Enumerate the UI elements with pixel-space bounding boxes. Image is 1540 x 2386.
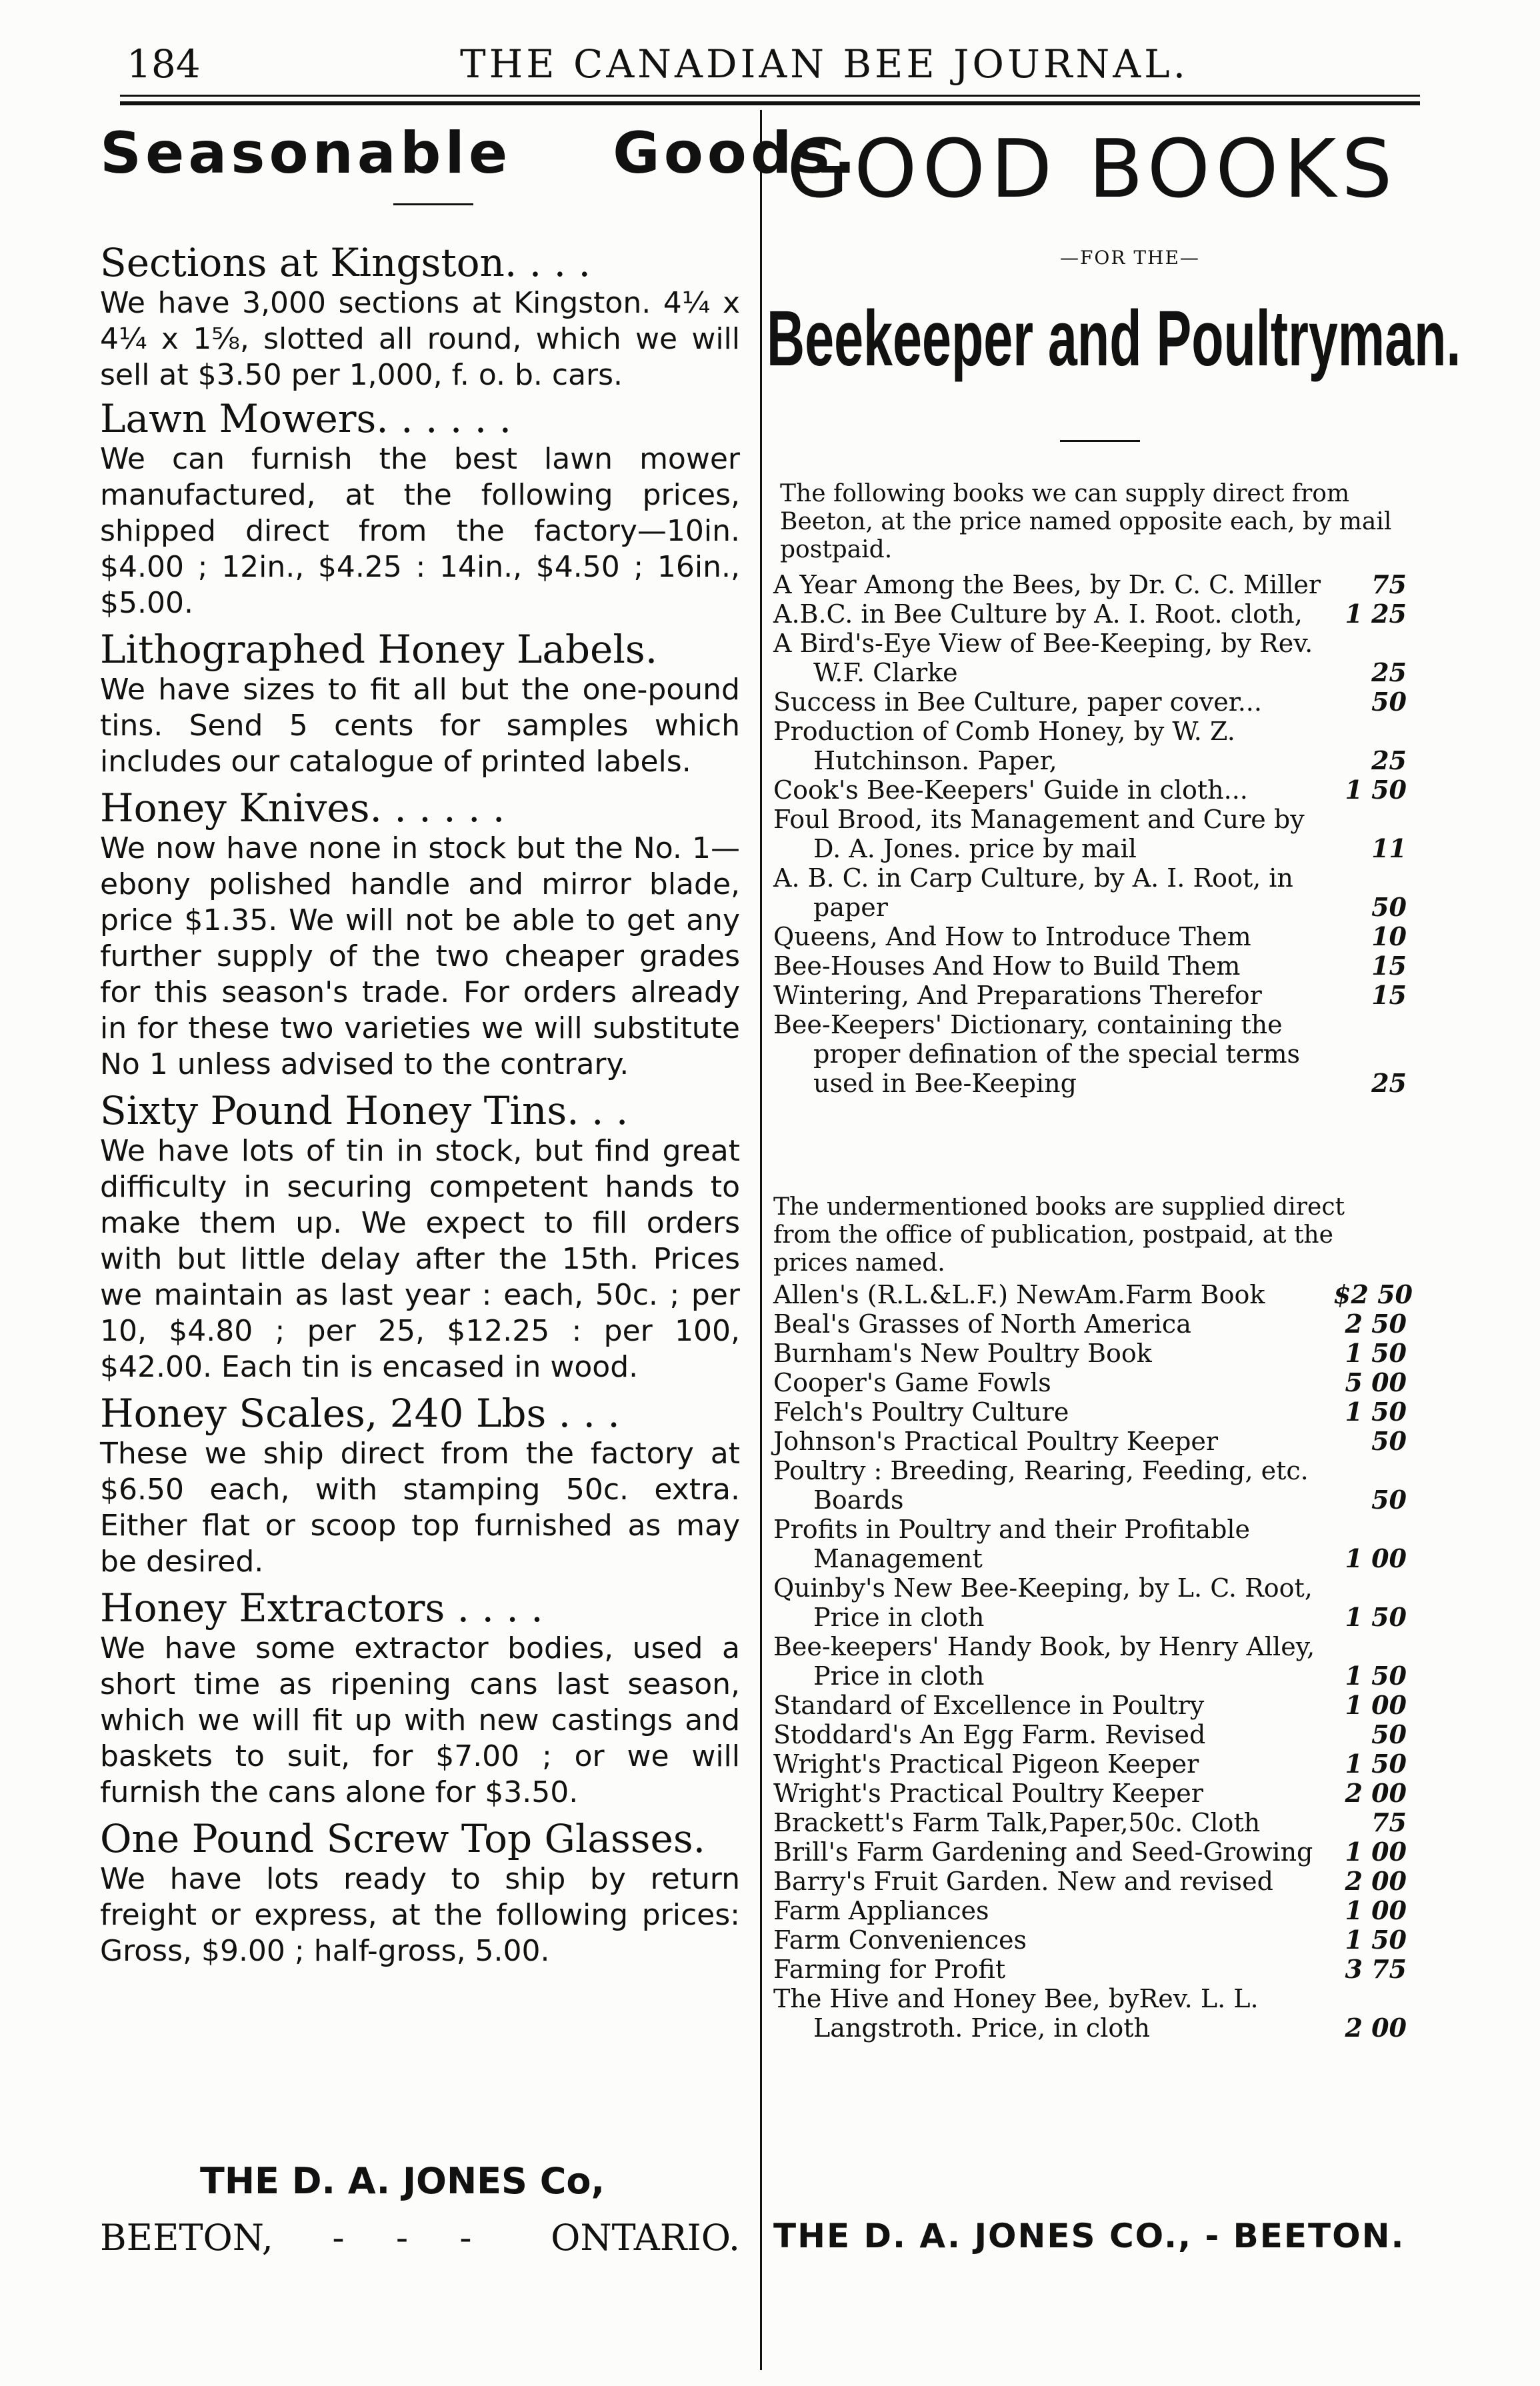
section-body: We have some extractor bodies, used a short time as ripening cans last season, which we will fit up with new castings and baskets to suit, for $7.00 ; or we will furnish the cans alone for $3.50. <box>100 1631 740 1809</box>
book-list-2 <box>773 1279 1413 2043</box>
book-price: $2 50 <box>1333 1279 1413 1309</box>
book-price: 2 00 <box>1345 2013 1407 2043</box>
section-title: Honey Knives. . . . . . <box>100 785 505 831</box>
book-price: 2 00 <box>1345 1866 1407 1896</box>
book-entry <box>773 1632 1407 1691</box>
book-title: A. B. C. in Carp Culture, by A. I. Root, in paper <box>773 863 1293 922</box>
intro-text: The following books we can supply direct from Beeton, at the price named opposite each, by mail postpaid. <box>780 480 1392 563</box>
book-price: 50 <box>1371 1719 1407 1749</box>
book-price: 2 00 <box>1345 1778 1407 1808</box>
book-title: Brill's Farm Gardening and Seed-Growing <box>773 1837 1313 1867</box>
book-title: Farm Appliances <box>773 1896 989 1925</box>
book-entry <box>773 922 1407 951</box>
book-entry <box>773 1456 1407 1515</box>
beekeeper-poultryman-heading: Beekeeper and Poultryman. <box>767 295 1461 383</box>
book-entry <box>773 1896 1407 1925</box>
book-title: Felch's Poultry Culture <box>773 1397 1069 1427</box>
book-price: 10 <box>1371 921 1407 951</box>
book-title: Beal's Grasses of North America <box>773 1309 1191 1339</box>
section <box>100 1088 740 1385</box>
section-body: We have sizes to fit all but the one-pound tins. Send 5 cents for samples which includes our catalogue of printed labels. <box>100 673 740 779</box>
section-body: We can furnish the best lawn mower manufactured, at the following prices, shipped direct from the factory—10in. $4.00 ; 12in., $4.25 : 14in., $4.50 ; 16in., $5.00. <box>100 442 740 620</box>
book-title: Foul Brood, its Management and Cure by D. A. Jones. price by mail <box>773 805 1305 863</box>
book-entry <box>773 1397 1407 1427</box>
book-title: Wintering, And Preparations Therefor <box>773 981 1262 1010</box>
book-entry <box>773 1867 1407 1896</box>
page-number: 184 <box>127 41 201 87</box>
book-price: 1 00 <box>1345 1895 1407 1925</box>
address-province: ONTARIO. <box>551 2217 740 2259</box>
book-title: Wright's Practical Poultry Keeper <box>773 1779 1203 1808</box>
book-title: Cooper's Game Fowls <box>773 1368 1051 1397</box>
book-entry <box>773 687 1407 717</box>
section <box>100 627 740 780</box>
book-price: 50 <box>1371 1485 1407 1515</box>
book-title: Bee-Keepers' Dictionary, containing the proper defination of the special terms used in Bee-Keeping <box>773 1010 1300 1098</box>
book-title: A Bird's-Eye View of Bee-Keeping, by Rev. W.F. Clarke <box>773 629 1313 687</box>
section-body: We have 3,000 sections at Kingston. 4¼ x 4¼ x 1⅝, slotted all round, which we will sell at $3.50 per 1,000, f. o. b. cars. <box>100 286 740 392</box>
book-entry <box>773 1573 1407 1632</box>
book-entry <box>773 1368 1407 1397</box>
left-sections <box>100 240 740 1969</box>
header-rule <box>120 95 1420 97</box>
section-title: Sixty Pound Honey Tins. . . <box>100 1088 629 1133</box>
section-title: Honey Scales, 240 Lbs . . . <box>100 1391 620 1436</box>
book-title: Burnham's New Poultry Book <box>773 1339 1152 1368</box>
book-list-1 <box>773 570 1407 1098</box>
book-title: Production of Comb Honey, by W. Z. Hutchinson. Paper, <box>773 717 1235 775</box>
book-entry <box>773 1749 1407 1779</box>
seasonable-goods-heading <box>100 120 860 187</box>
good-books-heading: GOOD BOOKS <box>787 123 1398 216</box>
book-price: 1 00 <box>1345 1543 1407 1573</box>
section-title: Lithographed Honey Labels. <box>100 627 658 672</box>
section <box>100 1585 740 1811</box>
book-price: 50 <box>1371 892 1407 922</box>
book-title: Profits in Poultry and their Profitable Management <box>773 1515 1251 1573</box>
book-price: 75 <box>1371 569 1407 599</box>
section-title: Lawn Mowers. . . . . . <box>100 396 512 441</box>
book-title: Bee-Houses And How to Build Them <box>773 951 1241 981</box>
book-price: 1 00 <box>1345 1690 1407 1720</box>
book-title: Cook's Bee-Keepers' Guide in cloth... <box>773 775 1248 805</box>
heading-word-2: Goods. <box>613 120 860 187</box>
book-title: Stoddard's An Egg Farm. Revised <box>773 1720 1206 1749</box>
section <box>100 240 740 393</box>
book-entry <box>773 981 1407 1010</box>
for-the-label: —FOR THE— <box>1060 247 1200 269</box>
heading-word-1: Seasonable <box>100 120 512 187</box>
book-price: 25 <box>1371 1068 1407 1098</box>
book-entry <box>773 1720 1407 1749</box>
book-entry <box>773 1427 1407 1456</box>
book-price: 1 00 <box>1345 1837 1407 1867</box>
book-title: Bee-keepers' Handy Book, by Henry Alley, Price in cloth <box>773 1632 1315 1691</box>
book-entry <box>773 1309 1407 1339</box>
book-price: 50 <box>1371 687 1407 717</box>
header-rule-thick <box>120 101 1420 105</box>
subheading-rule <box>1060 440 1140 442</box>
heading-underline <box>393 203 473 205</box>
book-title: Farming for Profit <box>773 1955 1006 1984</box>
book-title: Quinby's New Bee-Keeping, by L. C. Root, Price in cloth <box>773 1573 1313 1632</box>
publisher-signature: THE D. A. JONES Co, <box>200 2160 605 2202</box>
book-price: 15 <box>1371 951 1407 981</box>
book-price: 1 50 <box>1345 1925 1407 1955</box>
book-title: Allen's (R.L.&L.F.) NewAm.Farm Book <box>773 1280 1265 1309</box>
publisher-address <box>100 2217 740 2259</box>
section-body: These we ship direct from the factory at $6.50 each, with stamping 50c. extra. Either flat or scoop top furnished as may be desired. <box>100 1437 740 1579</box>
book-entry <box>773 599 1407 629</box>
book-price: 1 50 <box>1345 1397 1407 1427</box>
book-entry <box>773 805 1407 863</box>
column-divider <box>760 110 762 2370</box>
book-title: The Hive and Honey Bee, byRev. L. L. Langstroth. Price, in cloth <box>773 1984 1259 2043</box>
book-price: 50 <box>1371 1426 1407 1456</box>
book-entry <box>773 1010 1407 1098</box>
book-title: Johnson's Practical Poultry Keeper <box>773 1427 1219 1456</box>
book-entry <box>773 1279 1413 1309</box>
section-body: We have lots of tin in stock, but find great difficulty in securing competent hands to make them up. We expect to fill orders with but little delay after the 15th. Prices we maintain as last year : each, 50c. ; per 10, $4.80 ; per 25, $12.25 : per 100, $42.00. Each tin is encased in wood. <box>100 1134 740 1384</box>
book-price: 11 <box>1371 833 1407 863</box>
book-title: Poultry : Breeding, Rearing, Feeding, etc. Boards <box>773 1456 1309 1515</box>
book-entry <box>773 1837 1407 1867</box>
book-price: 1 50 <box>1345 1749 1407 1779</box>
book-entry <box>773 775 1407 805</box>
section-title: Honey Extractors . . . . <box>100 1585 543 1631</box>
book-entry <box>773 1955 1407 1984</box>
book-title: Success in Bee Culture, paper cover... <box>773 687 1262 717</box>
book-entry <box>773 1808 1407 1837</box>
book-entry <box>773 1925 1407 1955</box>
book-entry <box>773 629 1407 687</box>
book-price: 5 00 <box>1345 1367 1407 1397</box>
notice-text: The undermentioned books are supplied direct from the office of publication, postpaid, at the prices named. <box>773 1193 1345 1277</box>
journal-title: THE CANADIAN BEE JOURNAL. <box>460 41 1189 87</box>
section-title: One Pound Screw Top Glasses. <box>100 1816 706 1861</box>
section <box>100 1816 740 1969</box>
book-entry <box>773 863 1407 922</box>
book-entry <box>773 1779 1407 1808</box>
book-title: Queens, And How to Introduce Them <box>773 922 1251 951</box>
book-entry <box>773 1339 1407 1368</box>
book-title: Barry's Fruit Garden. New and revised <box>773 1867 1273 1896</box>
section <box>100 1391 740 1580</box>
book-entry <box>773 570 1407 599</box>
address-dashes: - - - <box>332 2217 492 2259</box>
book-price: 1 50 <box>1345 775 1407 805</box>
book-entry <box>773 1691 1407 1720</box>
book-title: Standard of Excellence in Poultry <box>773 1691 1205 1720</box>
section <box>100 396 740 621</box>
book-title: Brackett's Farm Talk,Paper,50c. Cloth <box>773 1808 1261 1837</box>
book-price: 25 <box>1371 657 1407 687</box>
book-price: 3 75 <box>1345 1954 1407 1984</box>
section-body: We now have none in stock but the No. 1—ebony polished handle and mirror blade, price $1.35. We will not be able to get any further supply of the two cheaper grades for this season's trade. For orders already in for these two varieties we will substitute No 1 unless advised to the contrary. <box>100 831 740 1081</box>
section-body: We have lots ready to ship by return freight or express, at the following prices: Gross, $9.00 ; half-gross, 5.00. <box>100 1862 740 1968</box>
book-entry <box>773 717 1407 775</box>
right-footer: THE D. A. JONES CO., - BEETON. <box>773 2217 1405 2255</box>
book-price: 25 <box>1371 745 1407 775</box>
book-price: 15 <box>1371 980 1407 1010</box>
section-title: Sections at Kingston. . . . <box>100 240 591 285</box>
book-entry <box>773 1515 1407 1573</box>
book-title: Farm Conveniences <box>773 1925 1027 1955</box>
book-price: 1 50 <box>1345 1602 1407 1632</box>
book-entry <box>773 951 1407 981</box>
book-price: 75 <box>1371 1807 1407 1837</box>
book-price: 1 50 <box>1345 1661 1407 1691</box>
book-entry <box>773 1984 1407 2043</box>
book-price: 1 25 <box>1345 599 1407 629</box>
address-city: BEETON, <box>100 2217 273 2259</box>
section <box>100 785 740 1083</box>
book-title: A Year Among the Bees, by Dr. C. C. Miller <box>773 570 1321 599</box>
book-title: Wright's Practical Pigeon Keeper <box>773 1749 1199 1779</box>
book-title: A.B.C. in Bee Culture by A. I. Root. cloth, <box>773 599 1303 629</box>
book-price: 1 50 <box>1345 1338 1407 1368</box>
book-price: 2 50 <box>1345 1309 1407 1339</box>
